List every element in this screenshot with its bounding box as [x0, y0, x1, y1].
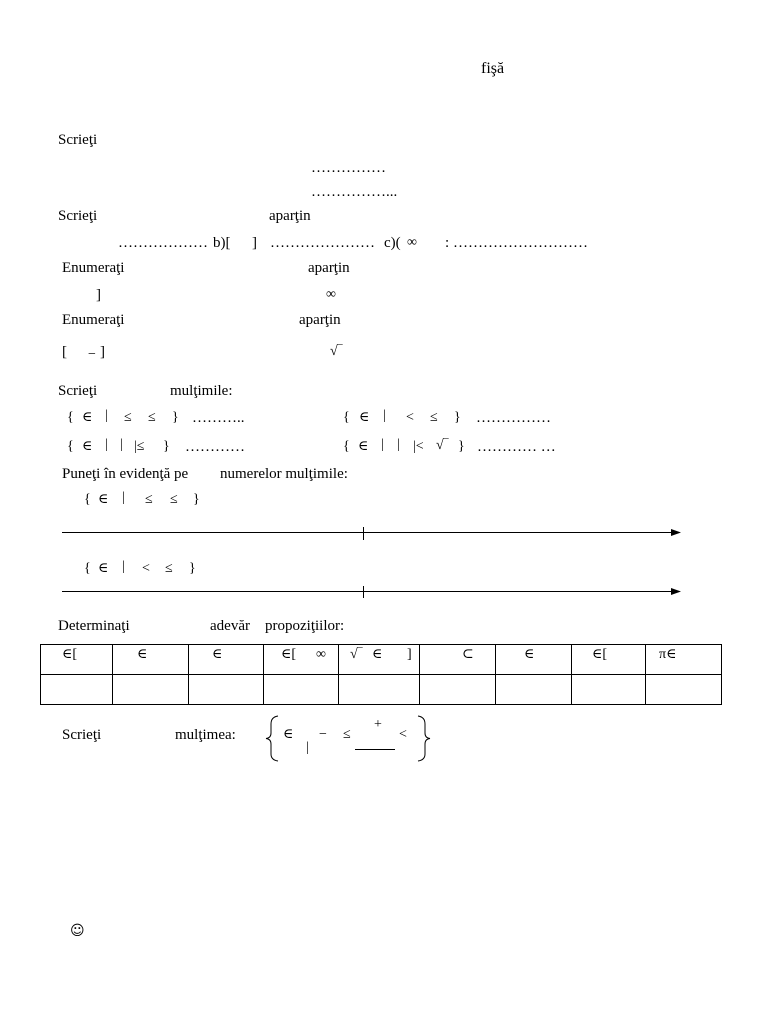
ex4-verb: aparţin: [299, 312, 341, 328]
minus-sign: −: [319, 727, 327, 742]
proposition-text: ⊂: [462, 647, 474, 662]
ex4-interval-close: ]: [100, 344, 105, 360]
number-line-1-arrowhead: [671, 529, 681, 536]
set-token: {: [84, 561, 91, 576]
set-token: <: [406, 410, 414, 425]
worksheet-title: fişă: [481, 60, 505, 77]
ex7-word-1: adevăr: [210, 618, 250, 634]
proposition-text: ]: [407, 647, 412, 662]
proposition-text: ∈: [212, 647, 223, 662]
set-token: }: [193, 492, 200, 507]
ex2-answer-blank-a: ………………: [118, 235, 208, 251]
ex2-instruction: Scrieţi: [58, 208, 98, 224]
set-token: {: [67, 439, 74, 454]
set-token: |: [122, 490, 125, 505]
number-line-1: [62, 527, 681, 540]
ex8-object: mulţimea:: [175, 727, 236, 743]
proposition-cell-3: [189, 645, 264, 675]
set-token: }: [189, 561, 196, 576]
proposition-cell-4: [264, 645, 339, 675]
ex4-interval-open: [: [62, 344, 67, 360]
proposition-text: ∈: [137, 647, 148, 662]
ex5-answer-blank-a: ………..: [192, 410, 245, 426]
proposition-cell-6: [420, 645, 496, 675]
set-token: ∈: [98, 561, 109, 576]
set-token: ≤: [148, 410, 156, 425]
set-token: |: [381, 437, 384, 452]
ex5-answer-blank-c: …………: [185, 439, 245, 455]
set-token: ≤: [145, 492, 153, 507]
ex3-interval-close: ]: [96, 287, 101, 303]
smiley-icon: ☺: [70, 923, 85, 939]
ex7-word-2: propoziţiilor:: [265, 618, 345, 634]
proposition-cell-8: [572, 645, 646, 675]
set-token: ∈: [82, 410, 93, 425]
ex5-answer-blank-d: ………… …: [477, 439, 556, 455]
answer-cell-7: [496, 675, 572, 705]
set-token: |: [120, 437, 123, 452]
answer-cell-5: [339, 675, 420, 705]
set-token: ≤: [430, 410, 438, 425]
leq-symbol: ≤: [343, 727, 351, 742]
set-right-brace: [418, 716, 430, 761]
set-token: ∈: [98, 492, 109, 507]
set-token: ∈: [358, 439, 369, 454]
ex2-verb: aparţin: [269, 208, 311, 224]
ex2-item-c-colon: :: [445, 235, 450, 251]
ex3-infinity-symbol: ∞: [326, 287, 336, 302]
sqrt-symbol: √‾: [436, 438, 449, 453]
ex2-answer-blank-c: ………………………: [453, 235, 588, 251]
set-token: ≤: [124, 410, 132, 425]
ex3-verb: aparţin: [308, 260, 350, 276]
ex4-sqrt-symbol: √‾: [330, 344, 343, 359]
set-token: ∈: [359, 410, 370, 425]
ex5-object: mulţimile:: [170, 383, 233, 399]
ex2-item-b-open: b)[: [213, 235, 231, 251]
set-token: {: [343, 410, 350, 425]
element-of-symbol: ∈: [283, 727, 294, 742]
set-token: |: [397, 437, 400, 452]
proposition-text: ∈[: [592, 647, 608, 662]
ex1-answer-blank-1: ……………: [311, 160, 386, 176]
proposition-cell-1: [41, 645, 113, 675]
truth-value-table: [40, 644, 722, 705]
answer-cell-6: [420, 675, 496, 705]
ex2-item-c-open: c)(: [384, 235, 401, 251]
ex1-instruction: Scrieţi: [58, 132, 98, 148]
number-line-2: [62, 586, 681, 598]
set-left-brace: [266, 716, 278, 761]
proposition-cell-5: [339, 645, 420, 675]
sqrt-symbol: √‾: [350, 647, 363, 662]
set-token: }: [454, 410, 461, 425]
set-token: {: [84, 492, 91, 507]
such-that-bar: |: [306, 740, 309, 755]
ex1-answer-blank-2: ……………...: [311, 184, 398, 200]
answer-cell-2: [113, 675, 189, 705]
answer-cell-4: [264, 675, 339, 705]
set-token: ≤: [170, 492, 178, 507]
ex3-instruction: Enumeraţi: [62, 260, 125, 276]
proposition-cell-9: [646, 645, 722, 675]
proposition-cell-2: [113, 645, 189, 675]
set-token: |≤: [134, 439, 145, 454]
set-token: }: [458, 439, 465, 454]
set-token: <: [142, 561, 150, 576]
answer-cell-8: [572, 675, 646, 705]
proposition-text: ∈[: [281, 647, 297, 662]
ex4-instruction: Enumeraţi: [62, 312, 125, 328]
set-token: ∈: [82, 439, 93, 454]
ex5-answer-blank-b: ……………: [476, 410, 551, 426]
ex2-item-b-close: ]: [252, 235, 257, 251]
ex2-answer-blank-b: …………………: [270, 235, 375, 251]
number-line-2-arrowhead: [671, 588, 681, 595]
proposition-text: ∈[: [62, 647, 78, 662]
ex5-instruction: Scrieţi: [58, 383, 98, 399]
less-than-symbol: <: [399, 727, 407, 742]
plus-sign: +: [374, 717, 382, 732]
set-token: }: [172, 410, 179, 425]
ex8-instruction: Scrieţi: [62, 727, 102, 743]
ex7-instruction: Determinaţi: [58, 618, 130, 634]
infinity-symbol: ∞: [316, 647, 326, 662]
answer-cell-3: [189, 675, 264, 705]
proposition-text: ∈: [524, 647, 535, 662]
proposition-text: π∈: [659, 647, 677, 662]
ex6-object: numerelor mulţimile:: [220, 466, 348, 482]
ex6-instruction: Puneţi în evidenţă pe: [62, 466, 189, 482]
ex4-minus-sign: −: [88, 347, 96, 362]
ex2-infinity-symbol: ∞: [407, 235, 417, 250]
set-token: |<: [413, 439, 424, 454]
answer-cell-9: [646, 675, 722, 705]
set-token: |: [122, 559, 125, 574]
set-token: |: [105, 408, 108, 423]
set-token: ≤: [165, 561, 173, 576]
set-token: {: [343, 439, 350, 454]
answer-cell-1: [41, 675, 113, 705]
set-token: {: [67, 410, 74, 425]
proposition-text: ∈: [372, 647, 383, 662]
proposition-cell-7: [496, 645, 572, 675]
set-token: |: [105, 437, 108, 452]
set-token: }: [163, 439, 170, 454]
set-token: |: [383, 408, 386, 423]
